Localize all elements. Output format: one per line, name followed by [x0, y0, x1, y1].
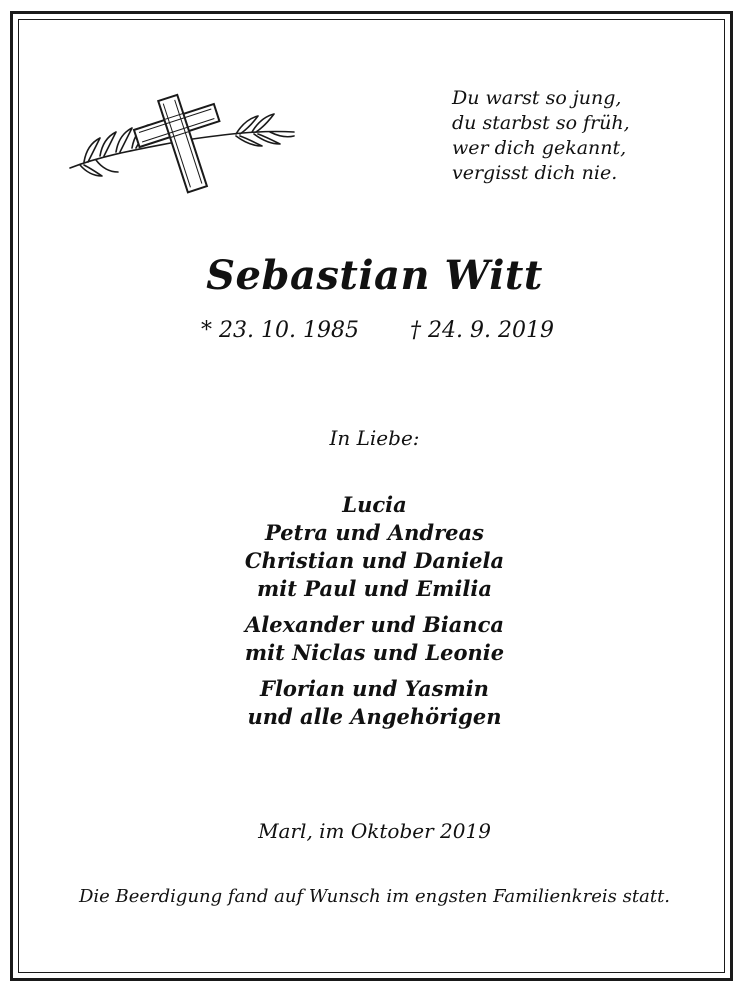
place-and-date: Marl, im Oktober 2019	[258, 819, 491, 843]
mourner-line: mit Paul und Emilia	[257, 576, 492, 601]
mourner-group	[0, 611, 749, 667]
mourner-line: Alexander und Bianca	[245, 612, 504, 637]
mourner-line: und alle Angehörigen	[247, 704, 502, 729]
poem	[452, 86, 712, 186]
cross-with-palm-branch-icon	[66, 92, 298, 197]
in-liebe-heading: In Liebe:	[329, 426, 420, 450]
mourner-line: Lucia	[342, 492, 407, 517]
death-date: † 24. 9. 2019	[410, 318, 554, 343]
poem-line: du starbst so früh,	[452, 112, 630, 134]
mourners-list	[0, 491, 749, 739]
mourner-line: mit Niclas und Leonie	[244, 640, 505, 665]
mourner-line: Christian und Daniela	[244, 548, 505, 573]
mourner-line: Florian und Yasmin	[260, 676, 489, 701]
mourner-group	[0, 491, 749, 603]
poem-line: Du warst so jung,	[452, 87, 622, 109]
mourner-line: Petra und Andreas	[265, 520, 484, 545]
poem-line: vergisst dich nie.	[452, 162, 618, 184]
birth-date: * 23. 10. 1985	[201, 318, 359, 343]
poem-line: wer dich gekannt,	[452, 137, 627, 159]
mourner-group	[0, 675, 749, 731]
deceased-name: Sebastian Witt	[206, 252, 543, 299]
funeral-note: Die Beerdigung fand auf Wunsch im engsten Familienkreis statt.	[78, 886, 671, 907]
